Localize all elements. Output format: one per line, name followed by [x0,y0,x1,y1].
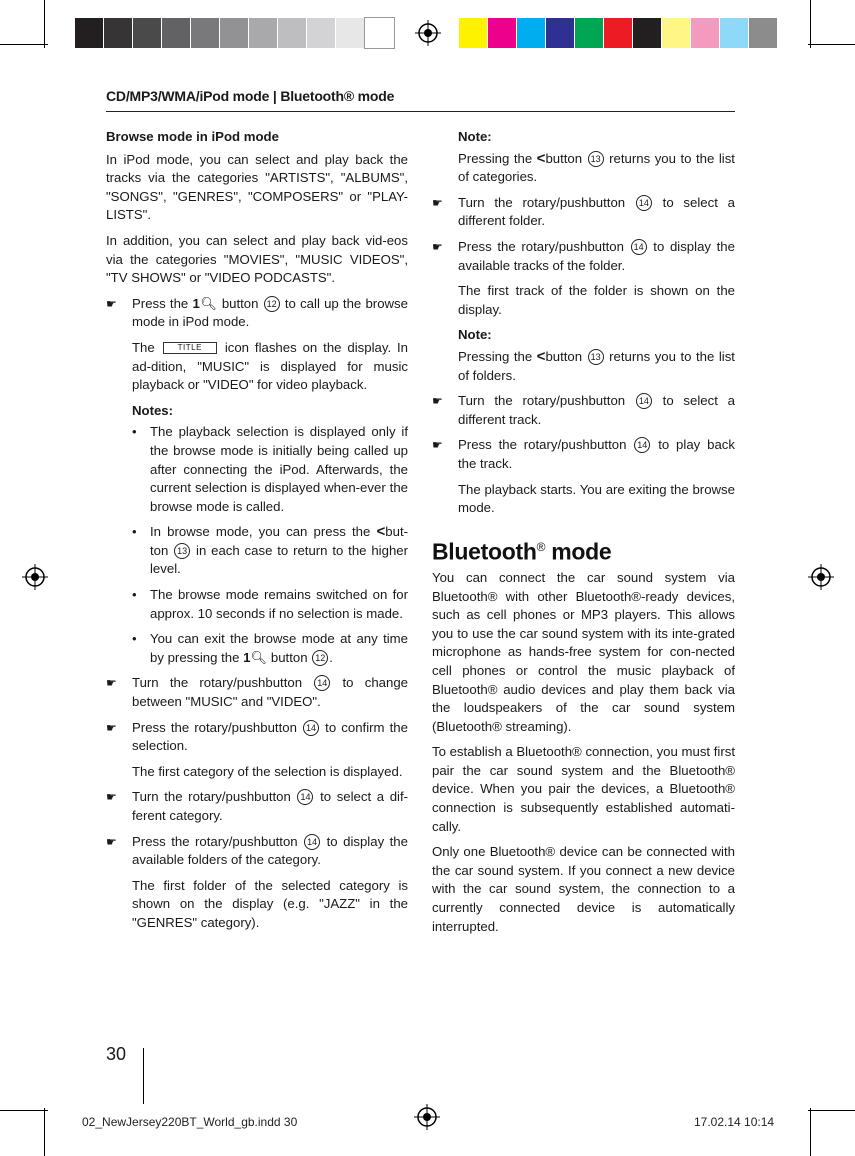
header-rule [106,111,735,112]
color-swatch [575,18,604,48]
instruction-step: ☛ Turn the rotary/pushbutton 14 to change between "MUSIC" and "VIDEO". [106,675,409,710]
pointing-hand-icon: ☛ [432,239,443,254]
color-swatch [633,18,662,48]
page-number-rule [143,1048,144,1104]
instruction-step: ☛ Press the rotary/pushbutton 14 to display the available tracks of the folder. [432,238,735,273]
callout-number: 13 [588,151,604,167]
right-column [432,128,735,943]
pointing-hand-icon: ☛ [432,195,443,210]
color-swatch [278,18,307,48]
color-swatch [720,18,749,48]
color-swatch [604,18,633,48]
color-swatch [162,18,191,48]
step-result: The first category of the selection is displayed. [132,763,403,779]
paragraph: In addition, you can select and play back vid-eos via the categories "MOVIES", "MUSIC VIDEOS", "TV SHOWS" or "VIDEO PODCASTS". [106,232,408,286]
note-label: Note: [458,129,492,144]
callout-number: 13 [588,349,604,365]
registration-mark-icon [808,564,834,590]
color-swatch [75,18,104,48]
instruction-step: ☛ Turn the rotary/pushbutton 14 to select a different folder. [432,194,735,229]
color-swatch [365,18,394,48]
note-item: • The playback selection is displayed only if the browse mode is initially being called up after connecting the iPod. Afterwards, the current selection is displayed when-ever the browse mode is called. [132,424,408,514]
process-color-bar [459,18,778,48]
color-swatch [459,18,488,48]
instruction-step: ☛ Press the 1🔍︎ button 12 to call up the browse mode in iPod mode. [106,295,408,330]
note-item: • In browse mode, you can press the <but-ton 13 in each case to return to the higher level. [132,523,409,577]
magnifier-icon: 🔍︎ [250,649,268,665]
color-swatch [749,18,778,48]
paragraph: To establish a Bluetooth® connection, you must first pair the car sound system and the Bluetooth® device. When you pair the devices, a Bluetooth® connection is subsequently established automati-cally. [432,744,735,834]
note-label: Note: [458,327,492,343]
slug-date: 17.02.14 10:14 [694,1115,775,1129]
instruction-step: ☛ Press the rotary/pushbutton 14 to display the available folders of the category. [106,833,408,868]
callout-number: 13 [174,543,190,559]
note-text: Pressing the <button 13 returns you to the list of folders. [458,347,735,383]
page-number: 30 [106,1044,127,1064]
callout-number: 14 [297,789,313,805]
color-swatch [220,18,249,48]
pointing-hand-icon: ☛ [432,438,443,453]
back-chevron-icon: < [536,347,546,365]
left-column [106,128,408,940]
slug-filename: 02_NewJersey220BT_World_gb.indd 30 [82,1115,298,1129]
step-result: The first track of the folder is shown on the display. [458,283,735,317]
subheading-browse-mode: Browse mode in iPod mode [106,129,279,144]
callout-number: 12 [264,296,280,312]
pointing-hand-icon: ☛ [106,834,117,849]
color-swatch [104,18,133,48]
note-item: • The browse mode remains switched on for approx. 10 seconds if no selection is made. [132,587,408,621]
pointing-hand-icon: ☛ [106,790,117,805]
callout-number: 14 [634,437,650,453]
step-result: The playback starts. You are exiting the browse mode. [458,481,735,516]
running-head: CD/MP3/WMA/iPod mode | Bluetooth® mode [106,88,395,104]
pointing-hand-icon: ☛ [106,720,117,735]
callout-number: 14 [636,195,652,211]
paragraph: You can connect the car sound system via Bluetooth® with other Bluetooth®-ready devices, such as cell phones or MP3 players. This allows you to use the car sound system with its inte-grated microphone as hands-free system for con-nected cell phones or control the music playback of Bluetooth® audio devices and play them back via the loudspeakers of the car sound system (Bluetooth® streaming). [432,569,735,734]
registration-mark-icon [22,564,48,590]
color-swatch [133,18,162,48]
key-1: 1 [243,649,251,665]
pointing-hand-icon: ☛ [106,676,117,691]
color-swatch [307,18,336,48]
paragraph: Only one Bluetooth® device can be connected with the car sound system. If you connect a new device with the car sound system, the connection to a currently connected device is automatically interrupted. [432,844,735,934]
instruction-step: ☛ Press the rotary/pushbutton 14 to play back the track. [432,437,735,471]
note-item: • You can exit the browse mode at any time by pressing the 1🔍︎ button 12 . [132,631,408,665]
color-swatch [691,18,720,48]
callout-number: 14 [636,393,652,409]
title-display-icon: TITLE [163,342,217,354]
color-swatch [546,18,575,48]
callout-number: 14 [631,239,647,255]
gray-color-bar [75,18,394,48]
magnifier-icon: 🔍︎ [199,295,218,311]
instruction-step: ☛ Turn the rotary/pushbutton 14 to select a dif-ferent category. [106,789,409,823]
note-text: Pressing the <button 13 returns you to the list of categories. [458,149,735,185]
pointing-hand-icon: ☛ [106,296,117,311]
callout-number: 12 [312,650,328,666]
step-result: The first folder of the selected category is shown on the display (e.g. "JAZZ" in the "GENRES" category). [132,877,408,930]
step-result: The TITLE icon flashes on the display. In ad-dition, "MUSIC" is displayed for music playback or "VIDEO" for video playback. [132,339,409,393]
registration-mark-icon [414,1104,440,1130]
callout-number: 14 [304,834,320,850]
instruction-step: ☛ Turn the rotary/pushbutton 14 to select a different track. [432,393,735,427]
color-swatch [191,18,220,48]
key-1: 1 [192,295,200,311]
color-swatch [249,18,278,48]
paragraph: In iPod mode, you can select and play back the tracks via the categories "ARTISTS", "ALBUMS", "SONGS", "GENRES", "COMPOSERS" or "PLAY-LISTS". [106,151,408,223]
section-title-bluetooth: Bluetooth® mode [432,538,612,565]
callout-number: 14 [303,720,319,736]
back-chevron-icon: < [376,523,386,541]
color-swatch [517,18,546,48]
instruction-step: ☛ Press the rotary/pushbutton 14 to confirm the selection. [106,719,408,754]
pointing-hand-icon: ☛ [432,394,443,409]
back-chevron-icon: < [536,149,546,167]
color-swatch [488,18,517,48]
notes-label: Notes: [132,402,174,418]
registration-mark-icon [415,20,441,46]
color-swatch [662,18,691,48]
color-swatch [336,18,365,48]
callout-number: 14 [314,675,330,691]
